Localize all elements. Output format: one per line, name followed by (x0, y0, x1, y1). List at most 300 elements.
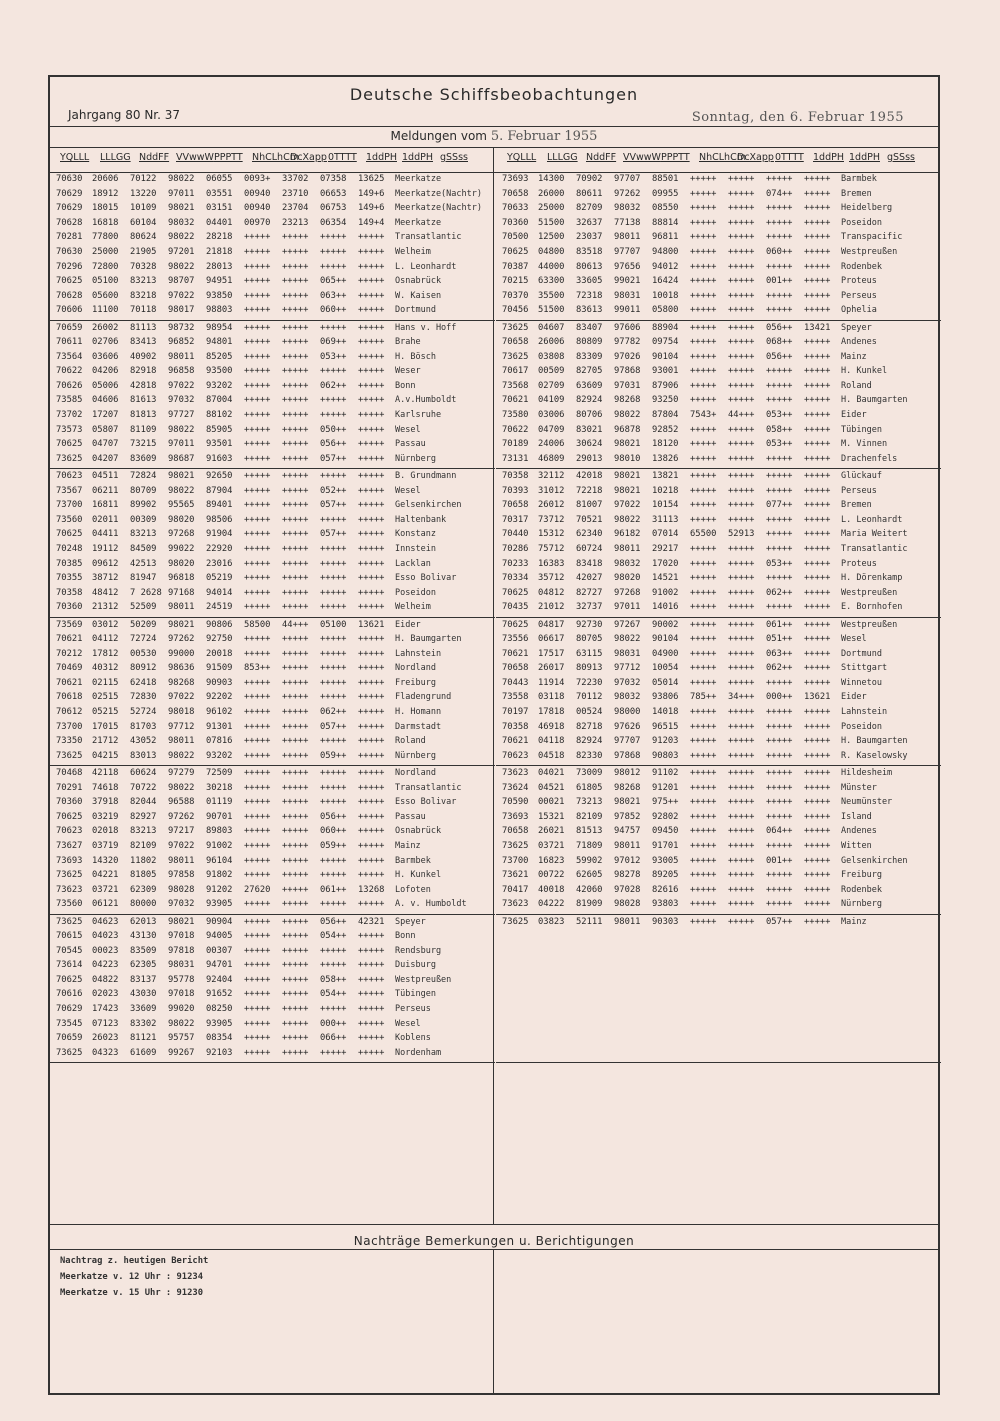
report-cell: +++++ (320, 768, 347, 778)
report-cell: +++++ (244, 945, 271, 956)
report-cell: 73623 (56, 884, 83, 895)
report-cell: 05006 (92, 380, 119, 391)
report-cell: 92802 (652, 811, 679, 822)
report-cell: 29013 (576, 453, 603, 464)
report-row (496, 781, 941, 796)
report-cell: +++++ (282, 768, 309, 778)
report-cell: +++++ (690, 768, 717, 778)
report-cell: 061++ (766, 619, 793, 630)
report-cell: 51500 (538, 217, 565, 228)
report-cell: 83609 (130, 453, 157, 464)
report-cell: 97868 (614, 750, 641, 761)
report-cell: 70440 (502, 529, 529, 540)
report-cell: 10218 (652, 485, 679, 496)
jahrgang-label: Jahrgang 80 Nr. 37 (68, 108, 181, 122)
report-cell: +++++ (804, 677, 831, 688)
column-header: YQLLL (507, 152, 537, 163)
report-cell: 83302 (130, 1018, 157, 1029)
report-cell: +++++ (728, 768, 755, 778)
report-cell: 05100 (320, 619, 347, 630)
report-cell: 054++ (320, 931, 347, 942)
column-header: gSSss (440, 152, 468, 163)
report-cell: +++++ (320, 261, 347, 272)
ship-name: Bonn (395, 931, 416, 942)
report-cell: +++++ (282, 471, 309, 481)
report-cell: +++++ (728, 188, 755, 199)
report-cell: 98000 (614, 707, 641, 718)
report-cell: 07123 (92, 1018, 119, 1029)
report-cell: 26000 (538, 188, 565, 199)
ship-name: Meerkatze (395, 217, 442, 228)
ship-name: A. v. Humboldt (395, 899, 467, 910)
report-cell: 04221 (92, 870, 119, 881)
report-cell: +++++ (282, 916, 309, 927)
ship-name: Andenes (841, 337, 877, 348)
report-cell: +++++ (804, 485, 831, 496)
report-cell: 065++ (320, 276, 347, 287)
report-row (50, 618, 495, 633)
report-cell: 70625 (56, 439, 83, 450)
column-header: 1ddPH (402, 152, 433, 163)
report-cell: +++++ (320, 514, 347, 525)
report-cell: 97279 (168, 768, 195, 778)
report-cell: 27620 (244, 884, 271, 895)
report-cell: +++++ (320, 945, 347, 956)
report-cell: 98032 (168, 217, 195, 228)
ship-name: Münster (841, 782, 877, 793)
report-cell: +++++ (804, 855, 831, 866)
report-cell: 050++ (320, 424, 347, 435)
report-cell: 98021 (614, 439, 641, 450)
report-cell: 97018 (168, 989, 195, 1000)
report-cell: 38712 (92, 573, 119, 584)
report-cell: 056++ (320, 811, 347, 822)
report-cell: +++++ (804, 188, 831, 199)
report-cell: 72230 (576, 677, 603, 688)
report-cell: +++++ (804, 721, 831, 732)
report-cell: 04021 (538, 768, 565, 778)
ship-name: Bremen (841, 188, 872, 199)
report-cell: +++++ (766, 677, 793, 688)
report-cell: 91202 (206, 884, 233, 895)
report-cell: +++++ (690, 543, 717, 554)
report-cell: +++++ (690, 174, 717, 184)
column-header: DcXapp (737, 152, 774, 163)
report-cell: 73573 (56, 424, 83, 435)
report-cell: +++++ (804, 232, 831, 243)
report-cell: +++++ (690, 573, 717, 584)
report-row (496, 661, 941, 676)
report-cell: 062++ (320, 707, 347, 718)
report-cell: 03219 (92, 811, 119, 822)
report-row (50, 513, 495, 528)
report-cell: +++++ (358, 529, 385, 540)
report-cell: 03151 (206, 203, 233, 214)
ship-name: Esso Bolivar (395, 797, 457, 808)
report-cell: 056++ (320, 439, 347, 450)
report-cell: 91652 (206, 989, 233, 1000)
report-cell: 70385 (56, 558, 83, 569)
report-cell: 83013 (130, 750, 157, 761)
report-cell: 73700 (56, 500, 83, 511)
ship-name: Neumünster (841, 797, 893, 808)
report-cell: 73693 (502, 811, 529, 822)
report-cell: +++++ (358, 410, 385, 421)
report-cell: 70625 (56, 811, 83, 822)
report-cell: 91301 (206, 721, 233, 732)
report-cell: +++++ (320, 543, 347, 554)
report-cell: +++++ (282, 558, 309, 569)
report-cell: +++++ (244, 736, 271, 747)
column-headers-left (58, 152, 498, 172)
report-cell: +++++ (358, 648, 385, 659)
report-row (50, 854, 495, 869)
report-cell: 14320 (92, 855, 119, 866)
reports-left-column (50, 172, 495, 1063)
report-cell: +++++ (690, 453, 717, 464)
report-cell: 00509 (538, 366, 565, 377)
report-cell: +++++ (804, 529, 831, 540)
report-cell: +++++ (282, 500, 309, 511)
report-row (496, 321, 941, 336)
report-cell: +++++ (358, 471, 385, 481)
report-cell: 057++ (320, 453, 347, 464)
report-cell: 97782 (614, 337, 641, 348)
report-cell: +++++ (358, 870, 385, 881)
report-cell: 73625 (56, 916, 83, 927)
report-cell: +++++ (728, 232, 755, 243)
report-cell: 06653 (320, 188, 347, 199)
ship-name: Ophelia (841, 305, 877, 316)
report-cell: +++++ (358, 1004, 385, 1015)
report-row (496, 766, 941, 781)
ship-name: Poseidon (395, 587, 436, 598)
report-cell: 70545 (56, 945, 83, 956)
report-cell: +++++ (282, 945, 309, 956)
report-cell: 13220 (130, 188, 157, 199)
report-row (50, 245, 495, 260)
report-cell: 70628 (56, 290, 83, 301)
report-cell: +++++ (244, 471, 271, 481)
report-cell: 98020 (614, 573, 641, 584)
report-cell: 057++ (320, 529, 347, 540)
report-row (50, 335, 495, 350)
report-cell: +++++ (728, 721, 755, 732)
report-cell: +++++ (766, 174, 793, 184)
report-cell: +++++ (358, 677, 385, 688)
report-cell: 83309 (576, 351, 603, 362)
report-cell: +++++ (766, 380, 793, 391)
report-cell: 97201 (168, 246, 195, 257)
report-cell: +++++ (690, 826, 717, 837)
report-cell: +++++ (244, 1018, 271, 1029)
ship-name: L. Leonhardt (841, 514, 903, 525)
report-cell: 70212 (56, 648, 83, 659)
report-row (496, 201, 941, 216)
report-cell: 060++ (766, 246, 793, 257)
report-cell: +++++ (282, 840, 309, 851)
report-cell: 13625 (358, 174, 385, 184)
ship-name: Stittgart (841, 663, 888, 674)
report-cell: +++++ (358, 305, 385, 316)
ship-name: H. Bösch (395, 351, 436, 362)
report-cell: 93500 (206, 366, 233, 377)
report-cell: +++++ (320, 870, 347, 881)
report-cell: 70623 (56, 471, 83, 481)
report-cell: 70625 (502, 587, 529, 598)
report-cell: +++++ (728, 366, 755, 377)
ship-name: Bremen (841, 500, 872, 511)
report-cell: 70625 (56, 974, 83, 985)
report-cell: 98011 (614, 232, 641, 243)
report-cell: 70112 (576, 692, 603, 703)
report-row (50, 781, 495, 796)
report-cell: 70370 (502, 290, 529, 301)
column-header: NddFF (139, 152, 170, 163)
report-cell: +++++ (690, 602, 717, 613)
report-cell: +++++ (320, 602, 347, 613)
report-cell: +++++ (766, 736, 793, 747)
report-cell: 80809 (576, 337, 603, 348)
report-cell: +++++ (690, 916, 717, 927)
report-cell: 0093+ (244, 174, 271, 184)
report-cell: 98021 (168, 916, 195, 927)
report-cell: 13621 (358, 619, 385, 630)
ship-name: Gelsenkirchen (841, 855, 908, 866)
bottom-center-divider (493, 1249, 494, 1395)
report-cell: 05600 (92, 290, 119, 301)
ship-name: Drachenfels (841, 453, 898, 464)
report-cell: +++++ (282, 750, 309, 761)
report-cell: 70387 (502, 261, 529, 272)
report-cell: 92202 (206, 692, 233, 703)
report-cell: +++++ (358, 736, 385, 747)
ship-name: Nürnberg (841, 899, 882, 910)
report-row (496, 824, 941, 839)
report-cell: +++++ (728, 811, 755, 822)
report-cell: 98278 (614, 870, 641, 881)
report-row (496, 676, 941, 691)
report-cell: 064++ (766, 826, 793, 837)
report-cell: +++++ (282, 337, 309, 348)
report-cell: +++++ (728, 246, 755, 257)
report-row (496, 883, 941, 898)
report-cell: 80709 (130, 485, 157, 496)
report-cell: +++++ (282, 529, 309, 540)
report-cell: 28218 (206, 232, 233, 243)
report-cell: 31113 (652, 514, 679, 525)
report-cell: 98022 (168, 232, 195, 243)
report-cell: 00307 (206, 945, 233, 956)
report-cell: +++++ (358, 840, 385, 851)
report-cell: 83218 (130, 290, 157, 301)
report-cell: 70623 (56, 826, 83, 837)
report-cell: +++++ (804, 276, 831, 287)
report-row (496, 289, 941, 304)
report-cell: 23704 (282, 203, 309, 214)
report-cell: 80613 (576, 261, 603, 272)
report-cell: 98021 (614, 471, 641, 481)
report-cell: 83413 (130, 337, 157, 348)
report-cell: 21905 (130, 246, 157, 257)
report-cell: +++++ (244, 648, 271, 659)
report-cell: 42818 (130, 380, 157, 391)
report-cell: +++++ (320, 797, 347, 808)
report-cell: 97267 (614, 619, 641, 630)
report-cell: +++++ (728, 305, 755, 316)
report-cell: 73614 (56, 960, 83, 971)
column-header: VVwwW (176, 152, 214, 163)
report-cell: 97026 (614, 351, 641, 362)
report-cell: 43052 (130, 736, 157, 747)
report-cell: +++++ (804, 558, 831, 569)
report-cell: +++++ (244, 840, 271, 851)
report-cell: 70296 (56, 261, 83, 272)
report-cell: +++++ (766, 471, 793, 481)
report-row (496, 437, 941, 452)
report-cell: 97262 (614, 188, 641, 199)
report-cell: 88102 (206, 410, 233, 421)
report-cell: +++++ (244, 870, 271, 881)
report-cell: +++++ (320, 232, 347, 243)
report-cell: +++++ (282, 276, 309, 287)
report-cell: +++++ (358, 960, 385, 971)
report-cell: 05215 (92, 707, 119, 718)
report-cell: +++++ (804, 217, 831, 228)
report-cell: +++++ (804, 648, 831, 659)
report-cell: +++++ (320, 246, 347, 257)
report-cell: 70281 (56, 232, 83, 243)
ship-name: Welheim (395, 602, 431, 613)
report-cell: 97217 (168, 826, 195, 837)
report-row (496, 868, 941, 883)
report-cell: +++++ (766, 884, 793, 895)
column-header: 1ddPH (813, 152, 844, 163)
report-cell: 96102 (206, 707, 233, 718)
report-cell: 17015 (92, 721, 119, 732)
report-cell: +++++ (728, 634, 755, 645)
report-cell: +++++ (244, 721, 271, 732)
report-cell: +++++ (690, 471, 717, 481)
report-cell: 98732 (168, 322, 195, 333)
report-cell: +++++ (244, 351, 271, 362)
report-cell: 11100 (92, 305, 119, 316)
report-block (50, 172, 495, 321)
report-cell: 82109 (130, 840, 157, 851)
report-row (496, 452, 941, 467)
report-row (496, 542, 941, 557)
report-cell: 057++ (766, 916, 793, 927)
ship-name: Tübingen (841, 424, 882, 435)
report-cell: 70469 (56, 663, 83, 674)
report-cell: 70621 (502, 648, 529, 659)
report-cell: 97858 (168, 870, 195, 881)
report-cell: 04812 (538, 587, 565, 598)
report-cell: +++++ (320, 558, 347, 569)
ship-name: W. Kaisen (395, 290, 442, 301)
report-cell: +++++ (244, 989, 271, 1000)
report-cell: 26002 (92, 322, 119, 333)
report-cell: +++++ (804, 768, 831, 778)
divider (50, 126, 938, 127)
report-cell: 73580 (502, 410, 529, 421)
report-cell: +++++ (320, 634, 347, 645)
report-cell: +++++ (282, 410, 309, 421)
ship-name: M. Vinnen (841, 439, 888, 450)
report-cell: 97262 (168, 634, 195, 645)
report-row (50, 958, 495, 973)
report-cell: 97031 (614, 380, 641, 391)
report-cell: 73568 (502, 380, 529, 391)
report-cell: +++++ (728, 707, 755, 718)
report-cell: +++++ (282, 826, 309, 837)
report-cell: 04215 (92, 750, 119, 761)
report-cell: +++++ (728, 351, 755, 362)
report-cell: +++++ (282, 232, 309, 243)
report-cell: 98021 (168, 619, 195, 630)
report-cell: +++++ (690, 750, 717, 761)
report-cell: 17207 (92, 410, 119, 421)
report-cell: +++++ (728, 380, 755, 391)
report-cell: 62305 (130, 960, 157, 971)
report-cell: 04112 (92, 634, 119, 645)
report-cell: 062++ (766, 587, 793, 598)
report-cell: +++++ (804, 261, 831, 272)
report-cell: 73556 (502, 634, 529, 645)
report-cell: 98032 (614, 203, 641, 214)
divider (50, 1224, 938, 1225)
report-cell: 81813 (130, 410, 157, 421)
report-cell: 70590 (502, 797, 529, 808)
report-cell: +++++ (320, 648, 347, 659)
ship-name: Poseidon (841, 721, 882, 732)
report-cell: 14300 (538, 174, 565, 184)
report-cell: +++++ (244, 855, 271, 866)
ship-name: Speyer (395, 916, 426, 927)
report-cell: 06211 (92, 485, 119, 496)
report-cell: 07816 (206, 736, 233, 747)
report-cell: 73621 (502, 870, 529, 881)
report-cell: 04518 (538, 750, 565, 761)
report-cell: 70617 (502, 366, 529, 377)
ship-name: R. Kaselowsky (841, 750, 908, 761)
report-cell: 96588 (168, 797, 195, 808)
report-cell: +++++ (358, 945, 385, 956)
report-cell: 70629 (56, 1004, 83, 1015)
report-cell: 19112 (92, 543, 119, 554)
report-cell: 37918 (92, 797, 119, 808)
report-cell: +++++ (282, 602, 309, 613)
report-cell: 08354 (206, 1033, 233, 1044)
report-cell: 70328 (130, 261, 157, 272)
ship-name: Dortmund (395, 305, 436, 316)
ship-name: Lahnstein (841, 707, 888, 718)
report-cell: +++++ (244, 305, 271, 316)
report-cell: 82727 (576, 587, 603, 598)
report-cell: +++++ (244, 707, 271, 718)
report-cell: +++++ (804, 634, 831, 645)
report-cell: 00722 (538, 870, 565, 881)
report-cell: 74618 (92, 782, 119, 793)
report-cell: 99020 (168, 1004, 195, 1015)
report-cell: 23213 (282, 217, 309, 228)
report-cell: +++++ (358, 587, 385, 598)
report-cell: 70623 (502, 750, 529, 761)
report-cell: 33609 (130, 1004, 157, 1015)
report-cell: 73625 (56, 870, 83, 881)
report-cell: 26021 (538, 826, 565, 837)
report-cell: 08250 (206, 1004, 233, 1015)
